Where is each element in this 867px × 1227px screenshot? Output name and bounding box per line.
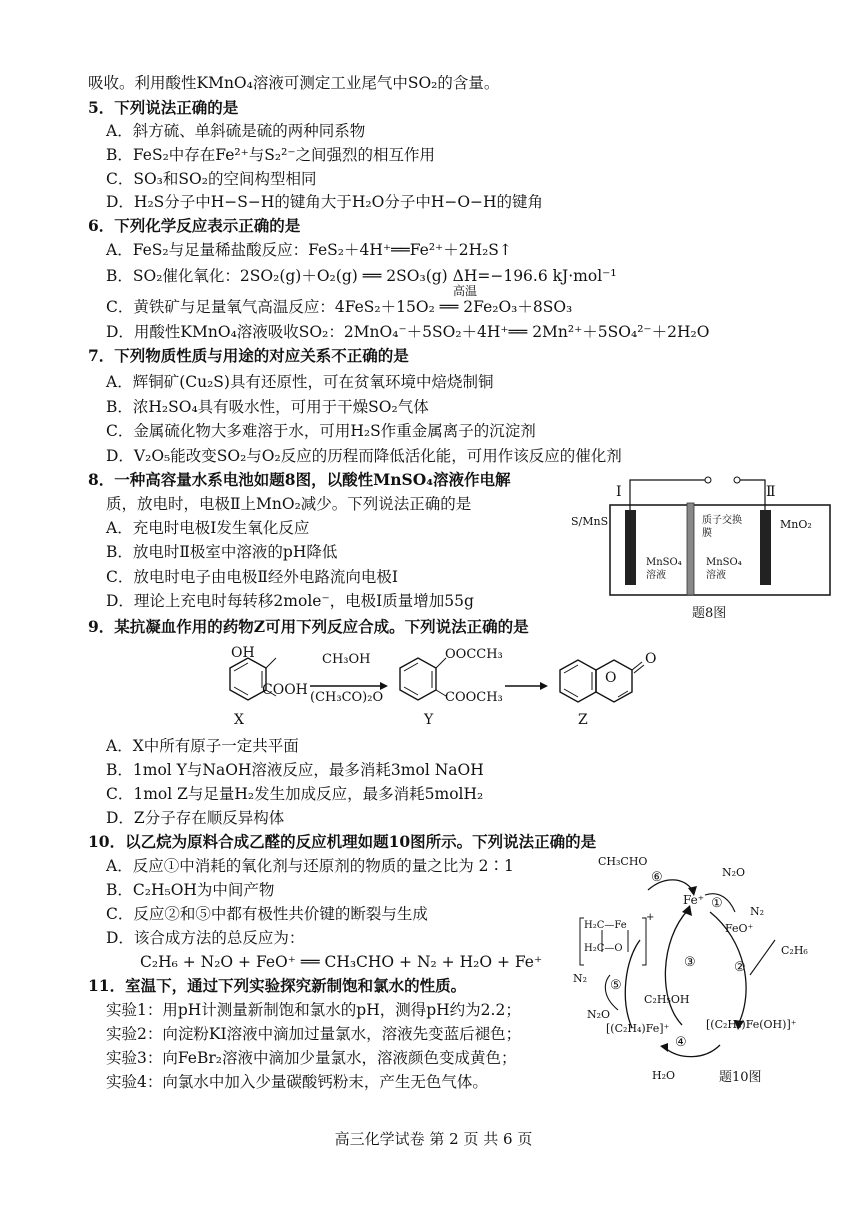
fig10-c2h5oh: C₂H₅OH [644,993,690,1006]
figure-8-battery [600,470,840,620]
experiment-2: 实验2：向淀粉KI溶液中滴加过量氯水，溶液先变蓝后褪色； [106,1025,522,1043]
fig9-reagent-top: CH₃OH [322,652,371,667]
fig9-z-ring-o: O [605,670,617,686]
q6c-condition: 高温 [453,284,478,298]
question-8: 8．一种高容量水系电池如题8图，以酸性MnSO₄溶液作电解 [88,470,511,489]
intro-line: 吸收。利用酸性KMnO₄溶液可测定工业尾气中SO₂的含量。 [88,74,500,92]
fig10-c2h4fe: [(C₂H₄)Fe]⁺ [606,1022,670,1035]
fig10-n2o-left: N₂O [587,1008,611,1021]
q10-option-b: B．C₂H₅OH为中间产物 [106,881,275,899]
q8-option-c: C．放电时电子由电极Ⅱ经外电路流向电极Ⅰ [106,568,399,586]
q10-option-a: A．反应①中消耗的氧化剂与还原剂的物质的量之比为 2∶1 [106,857,514,875]
q6-option-a: A．FeS₂与足量稀盐酸反应：FeS₂＋4H⁺══Fe²⁺＋2H₂S↑ [106,241,512,259]
fig10-step-3: ③ [684,955,696,970]
q9-option-a: A．X中所有原子一定共平面 [106,737,299,755]
fig10-step-2: ② [734,960,746,975]
fig10-c2h6: C₂H₆ [781,944,808,957]
fig9-label-z: Z [578,712,588,728]
question-11: 11．室温下，通过下列实验探究新制饱和氯水的性质。 [88,976,467,995]
experiment-4: 实验4：向氯水中加入少量碳酸钙粉末，产生无色气体。 [106,1073,488,1091]
q5-option-b: B．FeS₂中存在Fe²⁺与S₂²⁻之间强烈的相互作用 [106,146,436,164]
fig10-ring-bottom: H₂C—O [584,943,623,954]
fig10-step-6: ⑥ [651,870,663,885]
page-footer: 高三化学试卷 第 2 页 共 6 页 [334,1130,533,1148]
fig10-ring-charge: + [646,912,655,923]
question-7: 7．下列物质性质与用途的对应关系不正确的是 [88,346,409,365]
fig8-solution-left: MnSO₄溶液 [646,557,682,581]
fig10-ring-top: H₂C—Fe [584,920,627,931]
q7-option-c: C．金属硫化物大多难溶于水，可用H₂S作重金属离子的沉淀剂 [106,422,536,440]
fig10-feo-plus: FeO⁺ [725,922,754,935]
question-5: 5．下列说法正确的是 [88,98,239,117]
q9-option-b: B．1mol Y与NaOH溶液反应，最多消耗3mol NaOH [106,761,484,779]
question-9: 9．某抗凝血作用的药物Z可用下列反应合成。下列说法正确的是 [88,617,529,636]
fig9-y-bottom: COOCH₃ [445,690,503,705]
fig10-n2-left: N₂ [573,972,588,985]
fig10-fe-plus: Fe⁺ [683,893,705,907]
fig8-membrane-label: 质子交换膜 [702,515,742,539]
question-10: 10．以乙烷为原料合成乙醛的反应机理如题10图所示。下列说法正确的是 [88,832,597,851]
fig10-step-5: ⑤ [610,978,622,993]
fig10-step-1: ① [711,896,723,911]
fig8-caption: 题8图 [692,606,727,621]
q10-option-d: D．该合成方法的总反应为： [106,929,305,947]
q6-option-b: B．SO₂催化氧化：2SO₂(g)＋O₂(g) ══ 2SO₃(g) ΔH=−196.6 kJ·mol⁻¹ [106,267,617,285]
q6-option-c: C．黄铁矿与足量氧气高温反应：4FeS₂＋15O₂ ══ 2Fe₂O₃＋8SO₃ [106,298,573,316]
fig10-step-4: ④ [675,1035,687,1050]
q8-option-d: D．理论上充电时每转移2mole⁻，电极Ⅰ质量增加55g [106,592,474,610]
q7-option-d: D．V₂O₅能改变SO₂与O₂反应的历程而降低活化能，可用作该反应的催化剂 [106,447,622,465]
question-6: 6．下列化学反应表示正确的是 [88,216,301,235]
q9-option-c: C．1mol Z与足量H₂发生加成反应，最多消耗5molH₂ [106,785,484,803]
fig10-caption: 题10图 [719,1070,762,1085]
fig10-h2o: H₂O [652,1069,676,1082]
q7-option-b: B．浓H₂SO₄具有吸水性，可用于干燥SO₂气体 [106,398,429,416]
fig9-label-x: X [234,712,244,728]
fig8-solution-right: MnSO₄溶液 [706,557,742,581]
q6-option-d: D．用酸性KMnO₄溶液吸收SO₂：2MnO₄⁻＋5SO₂＋4H⁺══ 2Mn²⁺＋5SO₄²⁻＋2H₂O [106,323,710,341]
fig8-electrode-2: Ⅱ [766,484,776,500]
fig9-reagent-bottom: (CH₃CO)₂O [310,690,384,705]
q10-option-c: C．反应②和⑤中都有极性共价键的断裂与生成 [106,905,428,923]
fig9-label-y: Y [424,712,434,728]
experiment-3: 实验3：向FeBr₂溶液中滴加少量氯水，溶液颜色变成黄色； [106,1049,517,1067]
fig8-electrode-1: Ⅰ [616,484,622,500]
q5-option-d: D．H₂S分子中H−S−H的键角大于H₂O分子中H−O−H的键角 [106,193,544,211]
fig10-ch3cho: CH₃CHO [598,855,648,868]
question-8-cont: 质，放电时，电极Ⅱ上MnO₂减少。下列说法正确的是 [106,495,472,513]
fig9-x-cooh: COOH [262,682,308,698]
fig10-c2h5feoh: [(C₂H₅)Fe(OH)]⁺ [706,1018,797,1031]
fig9-y-top: OOCCH₃ [445,647,503,662]
experiment-1: 实验1：用pH计测量新制饱和氯水的pH，测得pH约为2.2； [106,1001,521,1019]
fig10-n2o-top: N₂O [722,866,746,879]
q10-overall-equation: C₂H₆ + N₂O + FeO⁺ ══ CH₃CHO + N₂ + H₂O + Fe⁺ [140,953,543,971]
q5-option-c: C．SO₃和SO₂的空间构型相同 [106,170,317,188]
fig8-left-electrode: S/MnS [571,515,609,528]
fig10-n2-right: N₂ [750,905,765,918]
q8-option-b: B．放电时Ⅱ极室中溶液的pH降低 [106,543,338,561]
fig8-right-electrode: MnO₂ [780,518,812,531]
fig9-x-oh: OH [231,645,255,661]
q7-option-a: A．辉铜矿(Cu₂S)具有还原性，可在贫氧环境中焙烧制铜 [106,373,494,391]
q8-option-a: A．充电时电极Ⅰ发生氧化反应 [106,519,310,537]
fig9-z-carbonyl-o: O [645,651,657,667]
q5-option-a: A．斜方硫、单斜硫是硫的两种同系物 [106,122,366,140]
q9-option-d: D．Z分子存在顺反异构体 [106,809,285,827]
